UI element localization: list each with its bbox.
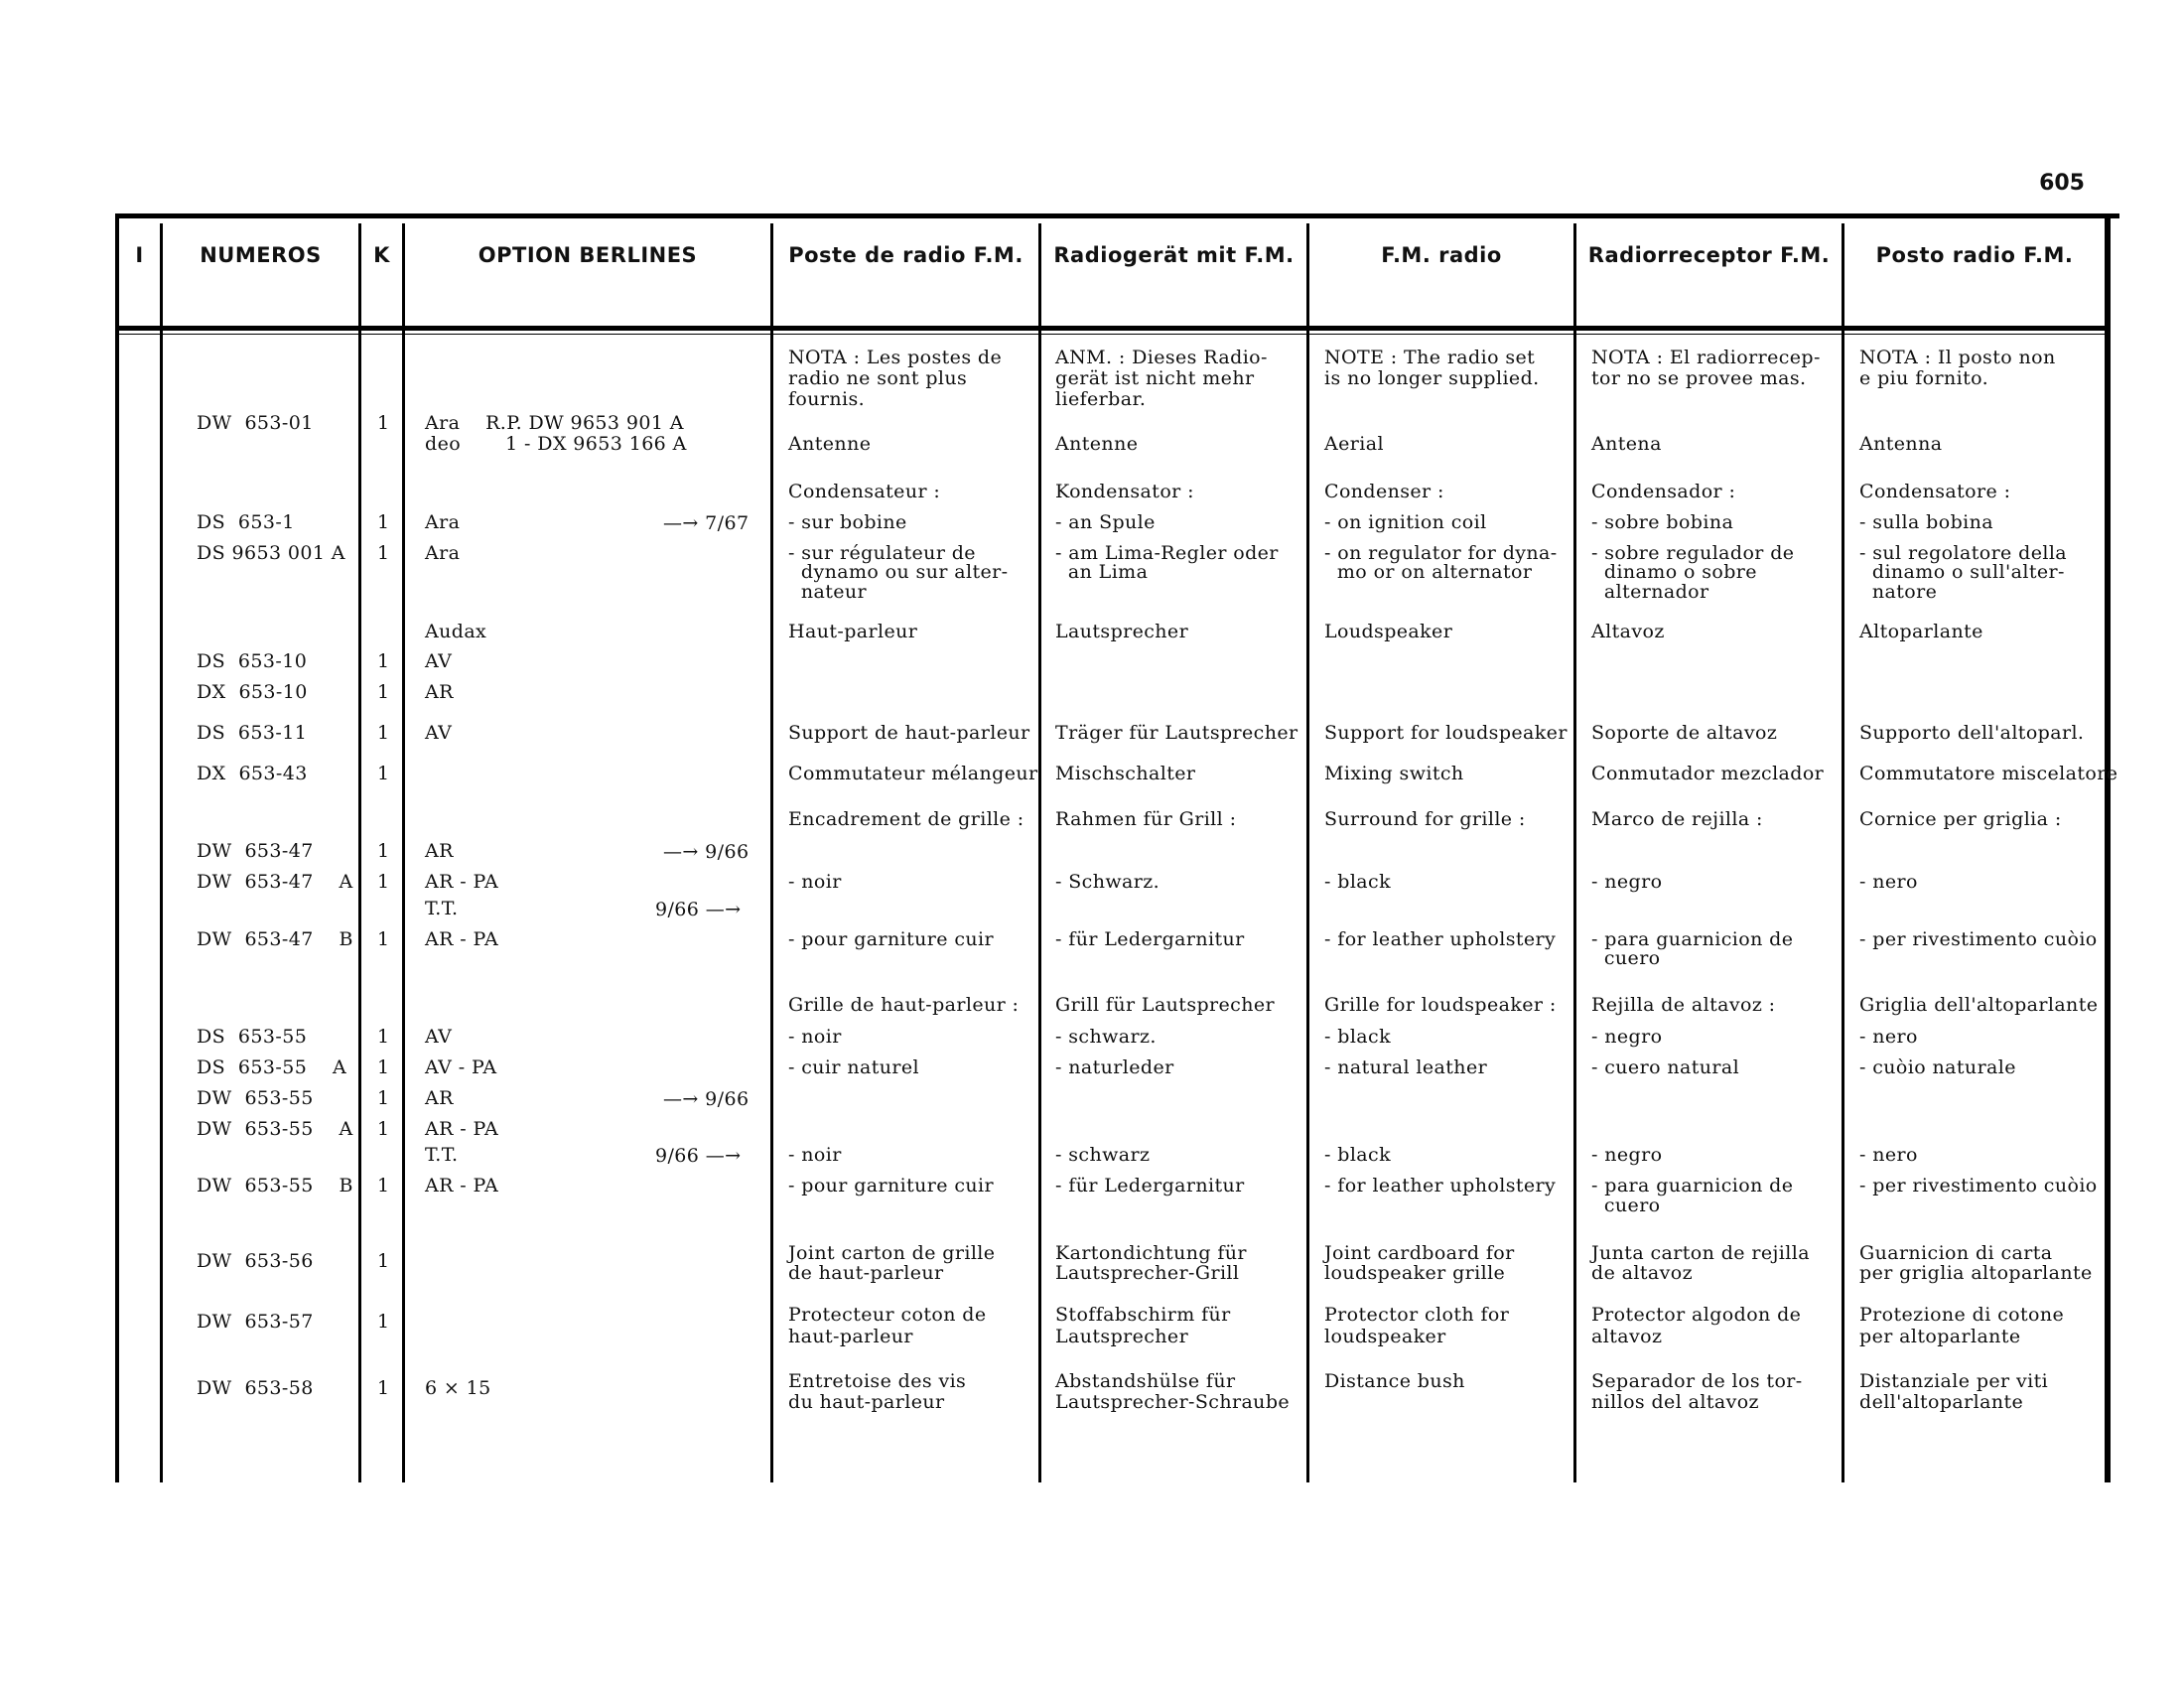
german-description-cell: - an Spule <box>1055 511 1156 533</box>
french-description-cell: radio ne sont plus <box>788 367 968 389</box>
italian-description-cell: dinamo o sull'alter- <box>1859 561 2065 583</box>
option-cell: AV - PA <box>425 1056 497 1078</box>
french-description-cell: - pour garniture cuir <box>788 928 994 950</box>
german-description-cell: Lautsprecher <box>1055 1326 1189 1347</box>
column-divider-option <box>770 223 773 1482</box>
option-cell: Ara R.P. DW 9653 901 A <box>425 412 684 434</box>
french-description-cell: Support de haut-parleur <box>788 722 1030 744</box>
header-french: Poste de radio F.M. <box>788 243 1024 267</box>
german-description-cell: ANM. : Dieses Radio- <box>1055 347 1268 368</box>
spanish-description-cell: dinamo o sobre <box>1591 561 1757 583</box>
column-divider-en <box>1573 223 1576 1482</box>
german-description-cell: Mischschalter <box>1055 763 1196 784</box>
french-description-cell: - sur régulateur de <box>788 542 976 564</box>
italian-description-cell: Cornice per griglia : <box>1859 808 2062 830</box>
french-description-cell: dynamo ou sur alter- <box>788 561 1009 583</box>
column-divider-k <box>402 223 405 1482</box>
italian-description-cell: - sul regolatore della <box>1859 542 2068 564</box>
german-description-cell: Lautsprecher-Schraube <box>1055 1391 1291 1413</box>
quantity-cell: 1 <box>377 412 390 434</box>
option-cell: AV <box>425 650 453 672</box>
french-description-cell: - noir <box>788 871 842 893</box>
german-description-cell: lieferbar. <box>1055 388 1147 410</box>
french-description-cell: - sur bobine <box>788 511 907 533</box>
italian-description-cell: - per rivestimento cuòio <box>1859 928 2098 950</box>
english-description-cell: Aerial <box>1324 433 1384 455</box>
spanish-description-cell: Marco de rejilla : <box>1591 808 1763 830</box>
german-description-cell: Antenne <box>1055 433 1139 455</box>
option-cell: Ara <box>425 511 461 533</box>
spanish-description-cell: Antena <box>1591 433 1662 455</box>
quantity-cell: 1 <box>377 1118 390 1140</box>
german-description-cell: - Schwarz. <box>1055 871 1160 893</box>
spanish-description-cell: - cuero natural <box>1591 1056 1740 1078</box>
part-number-cell: DW 653-55 A <box>197 1118 353 1140</box>
french-description-cell: Protecteur coton de <box>788 1304 987 1326</box>
english-description-cell: - black <box>1324 871 1391 893</box>
option-cell: AR - PA <box>425 871 499 893</box>
spanish-description-cell: NOTA : El radiorrecep- <box>1591 347 1821 368</box>
spanish-description-cell: alternador <box>1591 581 1709 603</box>
option-cell: AR - PA <box>425 1175 499 1196</box>
italian-description-cell: Condensatore : <box>1859 481 2011 502</box>
option-cell: AR <box>425 681 454 703</box>
column-divider-es <box>1842 223 1844 1482</box>
english-description-cell: Mixing switch <box>1324 763 1464 784</box>
part-number-cell: DS 653-11 <box>197 722 308 744</box>
english-description-cell: mo or on alternator <box>1324 561 1533 583</box>
spanish-description-cell: Condensador : <box>1591 481 1736 502</box>
french-description-cell: haut-parleur <box>788 1326 913 1347</box>
column-divider-fr <box>1038 223 1041 1482</box>
french-description-cell: Entretoise des vis <box>788 1370 967 1392</box>
quantity-cell: 1 <box>377 1175 390 1196</box>
spanish-description-cell: cuero <box>1591 947 1661 969</box>
german-description-cell: gerät ist nicht mehr <box>1055 367 1255 389</box>
english-description-cell: loudspeaker <box>1324 1326 1446 1347</box>
quantity-cell: 1 <box>377 542 390 564</box>
date-arrow-note: 9/66 —→ <box>655 899 742 920</box>
date-arrow-note: 9/66 —→ <box>655 1145 742 1167</box>
header-italian: Posto radio F.M. <box>1875 243 2074 267</box>
column-divider-index <box>160 223 163 1482</box>
italian-description-cell: e piu fornito. <box>1859 367 1989 389</box>
quantity-cell: 1 <box>377 1377 390 1399</box>
quantity-cell: 1 <box>377 511 390 533</box>
quantity-cell: 1 <box>377 928 390 950</box>
part-number-cell: DW 653-01 <box>197 412 314 434</box>
spanish-description-cell: Protector algodon de <box>1591 1304 1802 1326</box>
part-number-cell: DS 653-1 <box>197 511 295 533</box>
quantity-cell: 1 <box>377 1026 390 1048</box>
italian-description-cell: - per rivestimento cuòio <box>1859 1175 2098 1196</box>
italian-description-cell: Guarnicion di carta <box>1859 1242 2053 1264</box>
english-description-cell: Joint cardboard for <box>1324 1242 1515 1264</box>
italian-description-cell: Commutatore miscelatore <box>1859 763 2118 784</box>
option-cell: T.T. <box>425 898 459 919</box>
german-description-cell: - für Ledergarnitur <box>1055 928 1245 950</box>
part-number-cell: DW 653-55 B <box>197 1175 353 1196</box>
english-description-cell: - on regulator for dyna- <box>1324 542 1558 564</box>
english-description-cell: - for leather upholstery <box>1324 928 1557 950</box>
header-numeros: NUMEROS <box>200 243 322 267</box>
english-description-cell: Grille for loudspeaker : <box>1324 994 1557 1016</box>
spanish-description-cell: Separador de los tor- <box>1591 1370 1803 1392</box>
german-description-cell: Kondensator : <box>1055 481 1194 502</box>
header-bottom-rule-thin <box>116 334 2105 335</box>
german-description-cell: Träger für Lautsprecher <box>1055 722 1298 744</box>
header-index: I <box>135 243 144 267</box>
french-description-cell: - noir <box>788 1026 842 1048</box>
option-cell: AR <box>425 1087 454 1109</box>
quantity-cell: 1 <box>377 871 390 893</box>
english-description-cell: - black <box>1324 1026 1391 1048</box>
french-description-cell: Grille de haut-parleur : <box>788 994 1020 1016</box>
german-description-cell: Lautsprecher-Grill <box>1055 1262 1240 1284</box>
german-description-cell: - schwarz <box>1055 1144 1151 1166</box>
part-number-cell: DW 653-58 <box>197 1377 314 1399</box>
quantity-cell: 1 <box>377 1311 390 1333</box>
header-k: K <box>373 243 390 267</box>
column-divider-left-edge <box>115 213 119 1482</box>
option-cell: AV <box>425 1026 453 1048</box>
part-number-cell: DS 9653 001 A <box>197 542 345 564</box>
italian-description-cell: - nero <box>1859 871 1918 893</box>
french-description-cell: Commutateur mélangeur <box>788 763 1038 784</box>
column-divider-de <box>1306 223 1309 1482</box>
english-description-cell: NOTE : The radio set <box>1324 347 1536 368</box>
part-number-cell: DW 653-57 <box>197 1311 314 1333</box>
spanish-description-cell: - sobre bobina <box>1591 511 1734 533</box>
english-description-cell: - for leather upholstery <box>1324 1175 1557 1196</box>
italian-description-cell: natore <box>1859 581 1938 603</box>
spanish-description-cell: - negro <box>1591 871 1663 893</box>
spanish-description-cell: - negro <box>1591 1144 1663 1166</box>
header-option-berlines: OPTION BERLINES <box>478 243 698 267</box>
german-description-cell: an Lima <box>1055 561 1149 583</box>
part-number-cell: DS 653-10 <box>197 650 308 672</box>
quantity-cell: 1 <box>377 763 390 784</box>
quantity-cell: 1 <box>377 1250 390 1272</box>
italian-description-cell: - nero <box>1859 1144 1918 1166</box>
english-description-cell: - on ignition coil <box>1324 511 1487 533</box>
header-english: F.M. radio <box>1381 243 1502 267</box>
spanish-description-cell: Soporte de altavoz <box>1591 722 1778 744</box>
italian-description-cell: - cuòio naturale <box>1859 1056 2016 1078</box>
spanish-description-cell: - para guarnicion de <box>1591 928 1794 950</box>
header-german: Radiogerät mit F.M. <box>1053 243 1295 267</box>
part-number-cell: DW 653-47 B <box>197 928 353 950</box>
english-description-cell: Surround for grille : <box>1324 808 1526 830</box>
spanish-description-cell: - para guarnicion de <box>1591 1175 1794 1196</box>
column-divider-numeros <box>358 223 361 1482</box>
italian-description-cell: dell'altoparlante <box>1859 1391 2024 1413</box>
quantity-cell: 1 <box>377 840 390 862</box>
english-description-cell: Condenser : <box>1324 481 1444 502</box>
part-number-cell: DX 653-43 <box>197 763 308 784</box>
option-cell: AV <box>425 722 453 744</box>
spanish-description-cell: Altavoz <box>1591 621 1665 642</box>
french-description-cell: - noir <box>788 1144 842 1166</box>
german-description-cell: Grill für Lautsprecher <box>1055 994 1275 1016</box>
option-cell: deo 1 - DX 9653 166 A <box>425 433 687 455</box>
german-description-cell: - am Lima-Regler oder <box>1055 542 1279 564</box>
italian-description-cell: per griglia altoparlante <box>1859 1262 2093 1284</box>
part-number-cell: DS 653-55 <box>197 1026 308 1048</box>
quantity-cell: 1 <box>377 722 390 744</box>
english-description-cell: Protector cloth for <box>1324 1304 1510 1326</box>
italian-description-cell: - sulla bobina <box>1859 511 1993 533</box>
english-description-cell: Support for loudspeaker <box>1324 722 1568 744</box>
french-description-cell: - pour garniture cuir <box>788 1175 994 1196</box>
option-cell: AR - PA <box>425 1118 499 1140</box>
german-description-cell: Rahmen für Grill : <box>1055 808 1237 830</box>
spanish-description-cell: nillos del altavoz <box>1591 1391 1759 1413</box>
french-description-cell: Antenne <box>788 433 872 455</box>
part-number-cell: DW 653-56 <box>197 1250 314 1272</box>
spanish-description-cell: - negro <box>1591 1026 1663 1048</box>
french-description-cell: fournis. <box>788 388 866 410</box>
spanish-description-cell: - sobre regulador de <box>1591 542 1795 564</box>
quantity-cell: 1 <box>377 681 390 703</box>
italian-description-cell: Distanziale per viti <box>1859 1370 2049 1392</box>
spanish-description-cell: altavoz <box>1591 1326 1663 1347</box>
quantity-cell: 1 <box>377 1087 390 1109</box>
option-cell: 6 × 15 <box>425 1377 491 1399</box>
french-description-cell: nateur <box>788 581 868 603</box>
italian-description-cell: Supporto dell'altoparl. <box>1859 722 2085 744</box>
english-description-cell: is no longer supplied. <box>1324 367 1540 389</box>
part-number-cell: DW 653-47 <box>197 840 314 862</box>
option-cell: Audax <box>425 621 487 642</box>
italian-description-cell: Griglia dell'altoparlante <box>1859 994 2099 1016</box>
option-cell: Ara <box>425 542 461 564</box>
french-description-cell: Encadrement de grille : <box>788 808 1024 830</box>
english-description-cell: - black <box>1324 1144 1391 1166</box>
header-bottom-rule <box>116 326 2105 331</box>
italian-description-cell: per altoparlante <box>1859 1326 2021 1347</box>
german-description-cell: Kartondichtung für <box>1055 1242 1247 1264</box>
english-description-cell: - natural leather <box>1324 1056 1488 1078</box>
italian-description-cell: NOTA : Il posto non <box>1859 347 2056 368</box>
date-arrow-note: —→ 9/66 <box>663 841 750 863</box>
german-description-cell: Lautsprecher <box>1055 621 1189 642</box>
english-description-cell: loudspeaker grille <box>1324 1262 1506 1284</box>
german-description-cell: - für Ledergarnitur <box>1055 1175 1245 1196</box>
italian-description-cell: Altoparlante <box>1859 621 1983 642</box>
english-description-cell: Loudspeaker <box>1324 621 1453 642</box>
french-description-cell: Haut-parleur <box>788 621 918 642</box>
spanish-description-cell: tor no se provee mas. <box>1591 367 1807 389</box>
french-description-cell: du haut-parleur <box>788 1391 945 1413</box>
page-number: 605 <box>2039 171 2085 196</box>
quantity-cell: 1 <box>377 650 390 672</box>
part-number-cell: DW 653-47 A <box>197 871 353 893</box>
italian-description-cell: - nero <box>1859 1026 1918 1048</box>
option-cell: AR <box>425 840 454 862</box>
french-description-cell: Condensateur : <box>788 481 941 502</box>
option-cell: T.T. <box>425 1144 459 1166</box>
german-description-cell: Abstandshülse für <box>1055 1370 1236 1392</box>
italian-description-cell: Protezione di cotone <box>1859 1304 2065 1326</box>
date-arrow-note: —→ 9/66 <box>663 1088 750 1110</box>
part-number-cell: DW 653-55 <box>197 1087 314 1109</box>
french-description-cell: Joint carton de grille <box>788 1242 996 1264</box>
spanish-description-cell: Junta carton de rejilla <box>1591 1242 1810 1264</box>
column-divider-right-edge <box>2105 213 2111 1482</box>
german-description-cell: - naturleder <box>1055 1056 1174 1078</box>
part-number-cell: DS 653-55 A <box>197 1056 347 1078</box>
italian-description-cell: Antenna <box>1859 433 1943 455</box>
german-description-cell: - schwarz. <box>1055 1026 1157 1048</box>
quantity-cell: 1 <box>377 1056 390 1078</box>
french-description-cell: - cuir naturel <box>788 1056 919 1078</box>
date-arrow-note: —→ 7/67 <box>663 512 750 534</box>
german-description-cell: Stoffabschirm für <box>1055 1304 1231 1326</box>
french-description-cell: NOTA : Les postes de <box>788 347 1003 368</box>
part-number-cell: DX 653-10 <box>197 681 308 703</box>
spanish-description-cell: de altavoz <box>1591 1262 1693 1284</box>
spanish-description-cell: Rejilla de altavoz : <box>1591 994 1776 1016</box>
english-description-cell: Distance bush <box>1324 1370 1465 1392</box>
option-cell: AR - PA <box>425 928 499 950</box>
header-spanish: Radiorreceptor F.M. <box>1587 243 1831 267</box>
spanish-description-cell: cuero <box>1591 1195 1661 1216</box>
spanish-description-cell: Conmutador mezclador <box>1591 763 1825 784</box>
french-description-cell: de haut-parleur <box>788 1262 944 1284</box>
